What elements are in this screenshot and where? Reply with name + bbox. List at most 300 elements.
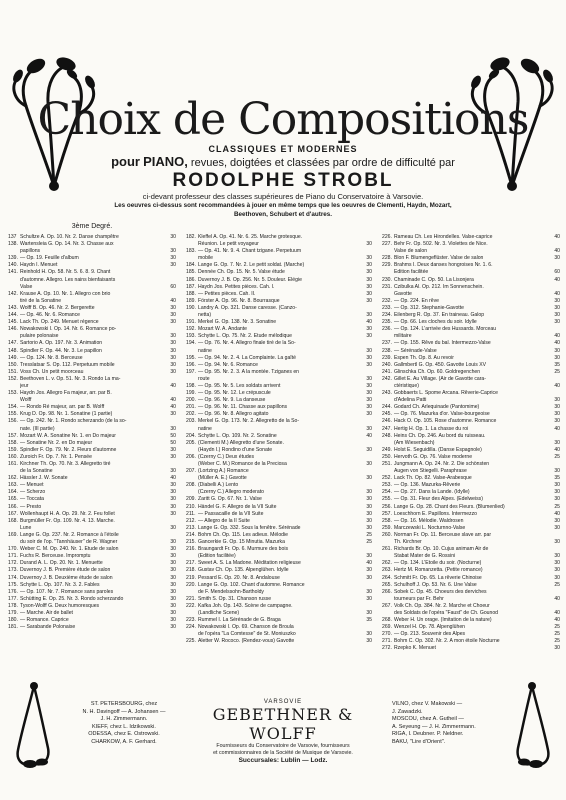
catalog-entry [382, 326, 560, 333]
entry-title: Stabat Mater de G. Rossini [394, 553, 456, 560]
entry-number: 167. [8, 510, 18, 517]
entry-title: Behr Fr. Op. 502. Nr. 3. Violettes de Nice. [394, 241, 488, 248]
entry-price: 30 [366, 631, 372, 638]
entry-price: 30 [366, 524, 372, 531]
catalog-entry [186, 638, 372, 645]
catalog-entry [186, 340, 372, 347]
entry-price [162, 390, 176, 397]
entry-title: Wollenhaupt H. A. Op. 29. Nr. 2. Feu follet [20, 510, 115, 517]
entry-title: tiré de la Sonatine [20, 297, 62, 304]
entry-price: 30 [366, 404, 372, 411]
catalog-entry [8, 575, 176, 582]
entry-price: 30 [170, 312, 176, 319]
main-title: Choix de Compositions [37, 94, 529, 145]
entry-title: Réunion. Le petit voyageur [198, 241, 259, 248]
catalog-entry [8, 440, 176, 447]
catalog-entry [186, 482, 372, 489]
entry-price: 30 [170, 304, 176, 311]
entry-title: Spindler F. Op. 44. Nr. 3. Le papillon [20, 347, 102, 354]
entry-price: 30 [170, 510, 176, 517]
entry-price: 30 [170, 453, 176, 460]
entry-title: Kirchner Th. Op. 70. Nr. 3. Allegretto tiré [20, 461, 111, 467]
agent-line: RIGA, I. Deubner. P. Neldner. [392, 731, 464, 737]
entry-price: 30 [170, 524, 176, 531]
entry-title: — Toccata [20, 496, 44, 503]
entry-title: d'automne. Allegro. Les nains bienfaisants [20, 276, 116, 283]
entry-number: 182. [186, 234, 196, 240]
entry-number: 263. [382, 567, 392, 574]
entry-number: 240. [382, 361, 392, 368]
entry-number: 236. [382, 326, 392, 333]
entry-number: 180. [8, 617, 18, 624]
entry-title: Rameau Ch. Les Hirondelles. Valse-caprice [394, 234, 493, 240]
entry-number: 185. [186, 269, 196, 276]
entry-number: 189. [186, 297, 196, 304]
entry-number [186, 447, 198, 454]
entry-price: 30 [170, 581, 176, 588]
catalog-entry [8, 291, 176, 298]
entry-number: 195. [186, 354, 196, 361]
entry-number: 142. [8, 290, 18, 297]
catalog-entry [8, 567, 176, 574]
grade-heading: 3ème Degré. [71, 223, 113, 230]
entry-number [8, 539, 20, 546]
catalog-entry [8, 312, 176, 319]
entry-title: Holst E. Seguidilla. (Danse Espagnole) [394, 446, 482, 453]
catalog-entry [382, 447, 560, 454]
entry-title: Voss Ch. Un petit moorceau [20, 368, 84, 375]
entry-price: 40 [554, 276, 560, 283]
entry-price: 30 [554, 319, 560, 326]
entry-title: Jungmann A. Op. 24. Nr. 2. Die schönsten [394, 461, 490, 467]
entry-price [358, 454, 372, 461]
entry-title: Händel G. F. Allegro de la VII Suite [198, 503, 277, 510]
entry-number: 268. [382, 617, 392, 624]
entry-number: 267. [382, 602, 392, 609]
entry-price: 30 [366, 297, 372, 304]
entry-number: 141. [8, 269, 18, 276]
entry-price: 30 [366, 638, 372, 645]
entry-price: 30 [366, 510, 372, 517]
entry-number: 155. [8, 411, 18, 418]
entry-price: 30 [366, 375, 372, 382]
entry-number: 157. [8, 432, 18, 439]
catalog-entry [382, 234, 560, 241]
catalog-entry [8, 475, 176, 482]
catalog-entry [382, 277, 560, 284]
entry-number: 249. [382, 446, 392, 453]
entry-price: 40 [170, 397, 176, 404]
catalog-entry [8, 546, 176, 553]
entry-price: 30 [366, 595, 372, 602]
entry-title: Gustav Ch. Op. 135. Alpenglühen. Idylle [198, 567, 289, 574]
entry-number: 266. [382, 588, 392, 595]
catalog-entry [186, 511, 372, 518]
entry-number: 149. [8, 354, 18, 361]
entry-title: Weber C. M. Op. 240. Nr. 1. Etude de salon [20, 546, 119, 553]
entry-number: 252. [382, 475, 392, 482]
entry-price: 40 [554, 382, 560, 389]
entry-number: 154. [8, 404, 18, 411]
catalog-entry [8, 610, 176, 617]
catalog-entry [8, 447, 176, 454]
entry-title: Marczewski L. Nocturnno-Valse [394, 524, 466, 531]
entry-price: 25 [554, 503, 560, 510]
catalog-entry [8, 603, 176, 610]
entry-title: Czibulka Al. Op. 212. Im Sonnenschein. [394, 283, 484, 290]
entry-number: 235. [382, 319, 392, 326]
catalog-entry [382, 532, 560, 539]
catalog-entry [382, 333, 560, 340]
catalog-entry [382, 589, 560, 596]
catalog-entry [8, 348, 176, 355]
entry-title: — Op. 155. Rêve du bal. Intermezzo-Valse [394, 340, 491, 347]
catalog-entry [186, 631, 372, 638]
entry-price: 30 [170, 482, 176, 489]
entry-price: 40 [554, 446, 560, 453]
catalog-entry [8, 248, 176, 255]
entry-price: 30 [366, 382, 372, 389]
entry-title: (Clementi M.) Allegretto d'une Sonate. [198, 439, 284, 446]
entry-number: 264. [382, 574, 392, 581]
catalog-entry [382, 489, 560, 496]
entry-number: 183. [186, 248, 196, 255]
catalog-entry [8, 369, 176, 376]
entry-title: Schmitt Fr. Op. 65. La rêverie Chinoise [394, 574, 482, 581]
entry-price: 30 [554, 489, 560, 496]
catalog-entry [186, 454, 372, 461]
entry-number: 164. [8, 489, 18, 496]
pour-prefix: pour [111, 154, 140, 169]
entry-number: 187. [186, 283, 196, 290]
entry-price: 60 [554, 269, 560, 276]
entry-price [358, 248, 372, 255]
catalog-entry [382, 567, 560, 574]
entry-price: 25 [554, 581, 560, 588]
entry-title: — Op. 94. Nr. 6. Romance [198, 361, 259, 368]
catalog-entry [382, 418, 560, 425]
entry-price: 30 [366, 609, 372, 616]
catalog-column-2 [186, 234, 372, 645]
entry-number: 232. [382, 297, 392, 304]
entry-title: — Scherzo [20, 489, 46, 496]
catalog-entry [186, 575, 372, 582]
entry-price [162, 291, 176, 298]
entry-number: 227. [382, 241, 392, 248]
entry-title: Valse [20, 283, 33, 290]
entry-price: 30 [170, 340, 176, 347]
entry-price: 40 [554, 340, 560, 347]
entry-number: 194. [186, 340, 196, 347]
entry-title: Blon F. Blumengeflüster. Valse de salon [394, 255, 484, 262]
catalog-entry [8, 269, 176, 276]
entry-price [546, 532, 560, 539]
entry-number: 202. [186, 411, 196, 418]
entry-number: 209. [186, 496, 196, 503]
entry-title: Wolff [20, 397, 32, 404]
entry-title: — Op. 242. Nr. 1. Rondo scherzando (de la so- [20, 418, 127, 425]
entry-price: 40 [554, 617, 560, 624]
entry-title: Duvernoy J. B. Deuxième étude de salon [20, 574, 113, 581]
catalog-entry [186, 610, 372, 617]
entry-price [358, 418, 372, 425]
catalog-entry [186, 589, 372, 596]
entry-number [8, 525, 20, 532]
entry-number [382, 333, 394, 340]
catalog-entry [186, 582, 372, 589]
entry-price: 30 [366, 574, 372, 581]
entry-number: 166. [8, 503, 18, 510]
entry-number: 156. [8, 418, 18, 425]
catalog-entry [186, 312, 372, 319]
catalog-entry [186, 248, 372, 255]
entry-title: Zaritt G. Op. 67. Nr. 1. Valse [198, 496, 262, 503]
catalog-entry [186, 383, 372, 390]
entry-title: Lange G. Op. 332. Sous la fenêtre. Sérénade [198, 524, 301, 531]
entry-price: 50 [170, 439, 176, 446]
entry-title: Heins Ch. Op. 246. Au bord du ruisseau. [394, 432, 486, 439]
entry-price: 30 [366, 276, 372, 283]
agent-line: J. Zawadzki. [392, 708, 423, 715]
entry-price [162, 418, 176, 425]
entry-price: 30 [170, 546, 176, 553]
entry-number: 225. [186, 638, 196, 645]
entry-title: tourneurs par Fr. Behr [394, 595, 444, 602]
entry-number: 188. [186, 290, 196, 297]
entry-number: 168. [8, 517, 18, 524]
entry-price: 30 [170, 503, 176, 510]
catalog-entry [382, 397, 560, 404]
catalog-entry [186, 348, 372, 355]
entry-price: 40 [554, 510, 560, 517]
entry-price: 40 [170, 382, 176, 389]
entry-price: 30 [554, 567, 560, 574]
catalog-entry [186, 567, 372, 574]
entry-price: 30 [366, 361, 372, 368]
entry-number: 243. [382, 390, 392, 397]
entry-number: 213. [186, 524, 196, 531]
entry-title: Sobek C. Op. 45. Choeurs des derviches [394, 588, 487, 595]
catalog-entry [382, 525, 560, 532]
entry-price: 40 [554, 609, 560, 616]
catalog-entry [8, 262, 176, 269]
entry-title: Durand A. L. Op. 20. Nr. 1. Menuette [20, 560, 103, 567]
entry-title: Schytte L. Op. 75. Nr. 2. Etude mélodique [198, 333, 293, 340]
entry-number: 239. [382, 354, 392, 361]
entry-price: 30 [366, 461, 372, 467]
entry-title: — Op. 95. Nr. 12. Le crépuscule [198, 390, 271, 397]
entry-price: 30 [366, 269, 372, 276]
entry-number: 144. [8, 312, 18, 319]
entry-number: 257. [382, 510, 392, 517]
entry-price: 40 [554, 595, 560, 602]
catalog-entry [186, 291, 372, 298]
entry-price: 30 [170, 368, 176, 375]
entry-number: 237. [382, 340, 392, 347]
catalog-entry [8, 305, 176, 312]
entry-title: Th. Kirchner [394, 539, 422, 546]
entry-price [358, 440, 372, 447]
entry-title: natine [198, 347, 212, 354]
entry-title: (Weber C. M.) Romance de la Preciosa [198, 461, 287, 467]
entry-title: militaire [394, 333, 412, 340]
entry-title: des Soldats de l'opéra "Faust" de Ch. Gounod [394, 609, 498, 616]
entry-number: 150. [8, 361, 18, 368]
catalog-entry [186, 411, 372, 418]
entry-title: Espen Th. Op. 8. Au revoir [394, 354, 454, 361]
entry-number: 196. [186, 361, 196, 368]
catalog-entry [382, 319, 560, 326]
entry-number: 212. [186, 517, 196, 524]
description-rest: revues, doigtées et classées par ordre de difficulté par [190, 157, 455, 169]
entry-title: Wenzel H. Op. 78. Alpenglühen [394, 624, 465, 631]
entry-price [546, 284, 560, 291]
catalog-entry [382, 482, 560, 489]
entry-title: Gavotte [394, 290, 412, 297]
entry-number: 201. [186, 404, 196, 411]
entry-title: Nowakowski I. Op. 69. Chanson de Broula [198, 624, 294, 631]
entry-title: — Op. 312. Stephanie-Gavotte [394, 304, 464, 311]
entry-title: Norman Fr. Op. 11. Berceuse slave arr. par [394, 531, 492, 538]
catalog-entry [186, 461, 372, 468]
catalog-entry [8, 326, 176, 333]
catalog-entry [382, 468, 560, 475]
entry-title: pulaire polonaise [20, 333, 59, 340]
entry-title: — Op. 16. Mélodie. Waldrosen [394, 517, 464, 524]
publisher-desc-2: et commissionnaires de la Société de Musique de Varsovie. [213, 750, 353, 756]
entry-number: 244. [382, 404, 392, 411]
agents-right [392, 701, 512, 746]
catalog-entry [382, 390, 560, 397]
entry-number: 203. [186, 418, 196, 425]
catalog-entry [382, 255, 560, 262]
catalog-entry [382, 638, 560, 645]
entry-number [186, 312, 198, 319]
entry-title: Eilenberg R. Op. 37. En traineau. Galop [394, 312, 485, 319]
catalog-column-3 [382, 234, 560, 653]
entry-price [162, 461, 176, 468]
entry-number [382, 610, 394, 617]
publisher-name: GEBETHNER & WOLFF [212, 705, 354, 743]
entry-number: 160. [8, 453, 18, 460]
entry-number: 230. [382, 276, 392, 283]
entry-title: — Op. 124. Nr. 8. Berceuse [20, 354, 83, 361]
entry-title: Zuroich Fr. Op. 7. Nr. 1. Pensée [20, 453, 92, 460]
entry-price: 25 [554, 638, 560, 645]
entry-number: 216. [186, 546, 196, 553]
entry-title: Haydn Jos. Allegro Fa majeur, arr. par B. [20, 390, 112, 397]
entry-price [358, 482, 372, 489]
entry-price [358, 340, 372, 347]
entry-number: 186. [186, 276, 196, 283]
entry-price: 30 [366, 255, 372, 262]
entry-number [382, 269, 394, 276]
catalog-entry [8, 411, 176, 418]
entry-number: 184. [186, 262, 196, 269]
publisher-footer [0, 695, 566, 765]
catalog-entry [382, 348, 560, 355]
entry-number: 219. [186, 574, 196, 581]
agent-line: VILNO, chez V. Makowski — [392, 701, 463, 707]
entry-title: Nowakowski I. Op. 14. Nr. 6. Romance po- [20, 326, 117, 333]
entry-title: papillons [20, 248, 41, 255]
entry-title: de l'opéra "La Comtesse" de St. Moniuszko [198, 631, 296, 638]
entry-title: Sweet A. S. La Madone. Méditation religieuse [198, 560, 301, 567]
entry-number: 179. [8, 609, 18, 616]
entry-number: 151. [8, 368, 18, 375]
entry-number [8, 284, 20, 291]
recommendation-line-2: Beethoven, Schubert et d'autres. [233, 211, 333, 218]
entry-price: 40 [170, 475, 176, 482]
entry-title: — Op. 94. Nr. 2. 4. La Complainte. La gaîté [198, 354, 296, 361]
catalog-entry [382, 546, 560, 553]
entry-price: 30 [170, 255, 176, 262]
entry-price: 40 [366, 319, 372, 326]
entry-price: 30 [554, 297, 560, 304]
entry-title: Brahms I. Deux danses hongroises Nr. 1. 6. [394, 262, 493, 269]
catalog-entry [382, 461, 560, 468]
agent-line: N. H. Davingoff — A. Johansen — [82, 708, 166, 715]
catalog-entry [382, 312, 560, 319]
catalog-entry [8, 461, 176, 468]
catalog-entry [382, 454, 560, 461]
entry-price: 40 [554, 290, 560, 297]
entry-title: Lange G. Op. 7. Nr. 2. Le petit soldat. (Marche) [198, 262, 305, 269]
catalog-entry [8, 340, 176, 347]
entry-price: 30 [366, 475, 372, 482]
entry-number [8, 397, 20, 404]
entry-title: Reinhold H. Op. 58. Nr. 5. 6. 8. 9. Chant [20, 269, 111, 276]
subtitle: CLASSIQUES ET MODERNES [208, 144, 358, 154]
catalog-entry [8, 553, 176, 560]
entry-title: Lune [20, 524, 32, 531]
entry-price: 40 [366, 560, 372, 567]
entry-title: — Op. 76. Mazurka d'or. Valse-bourgeoise [394, 411, 490, 418]
catalog-entry [382, 617, 560, 624]
catalog-entry [186, 518, 372, 525]
entry-number [186, 610, 198, 617]
entry-price: 30 [554, 418, 560, 425]
catalog-entry [8, 426, 176, 433]
entry-number: 260. [382, 531, 392, 538]
entry-number [186, 631, 198, 638]
catalog-entry [8, 560, 176, 567]
entry-price: 30 [170, 588, 176, 595]
catalog-entry [8, 383, 176, 390]
entry-price: 30 [554, 439, 560, 446]
catalog-entry [8, 418, 176, 425]
entry-title: Gallmbertl G. Op. 450. Gavotte Louis XV [394, 361, 487, 368]
catalog-entry [382, 383, 560, 390]
entry-number: 270. [382, 631, 392, 638]
entry-number [8, 383, 20, 390]
entry-title: — Presto [20, 503, 42, 510]
catalog-entry [186, 532, 372, 539]
entry-price: 30 [366, 397, 372, 404]
entry-number: 231. [382, 283, 392, 290]
entry-title: — Menuet [20, 482, 44, 489]
entry-number: 245. [382, 411, 392, 418]
entry-price: 40 [554, 234, 560, 240]
catalog-entry [186, 596, 372, 603]
entry-number: 161. [8, 461, 18, 467]
entry-price: 40 [554, 425, 560, 432]
entry-title: Valse de salon [394, 248, 428, 255]
catalog-entry [8, 589, 176, 596]
entry-title: Kafka Joh. Op. 143. Scène de campagne. [198, 602, 293, 609]
entry-price [358, 546, 372, 553]
entry-number: 259. [382, 524, 392, 531]
